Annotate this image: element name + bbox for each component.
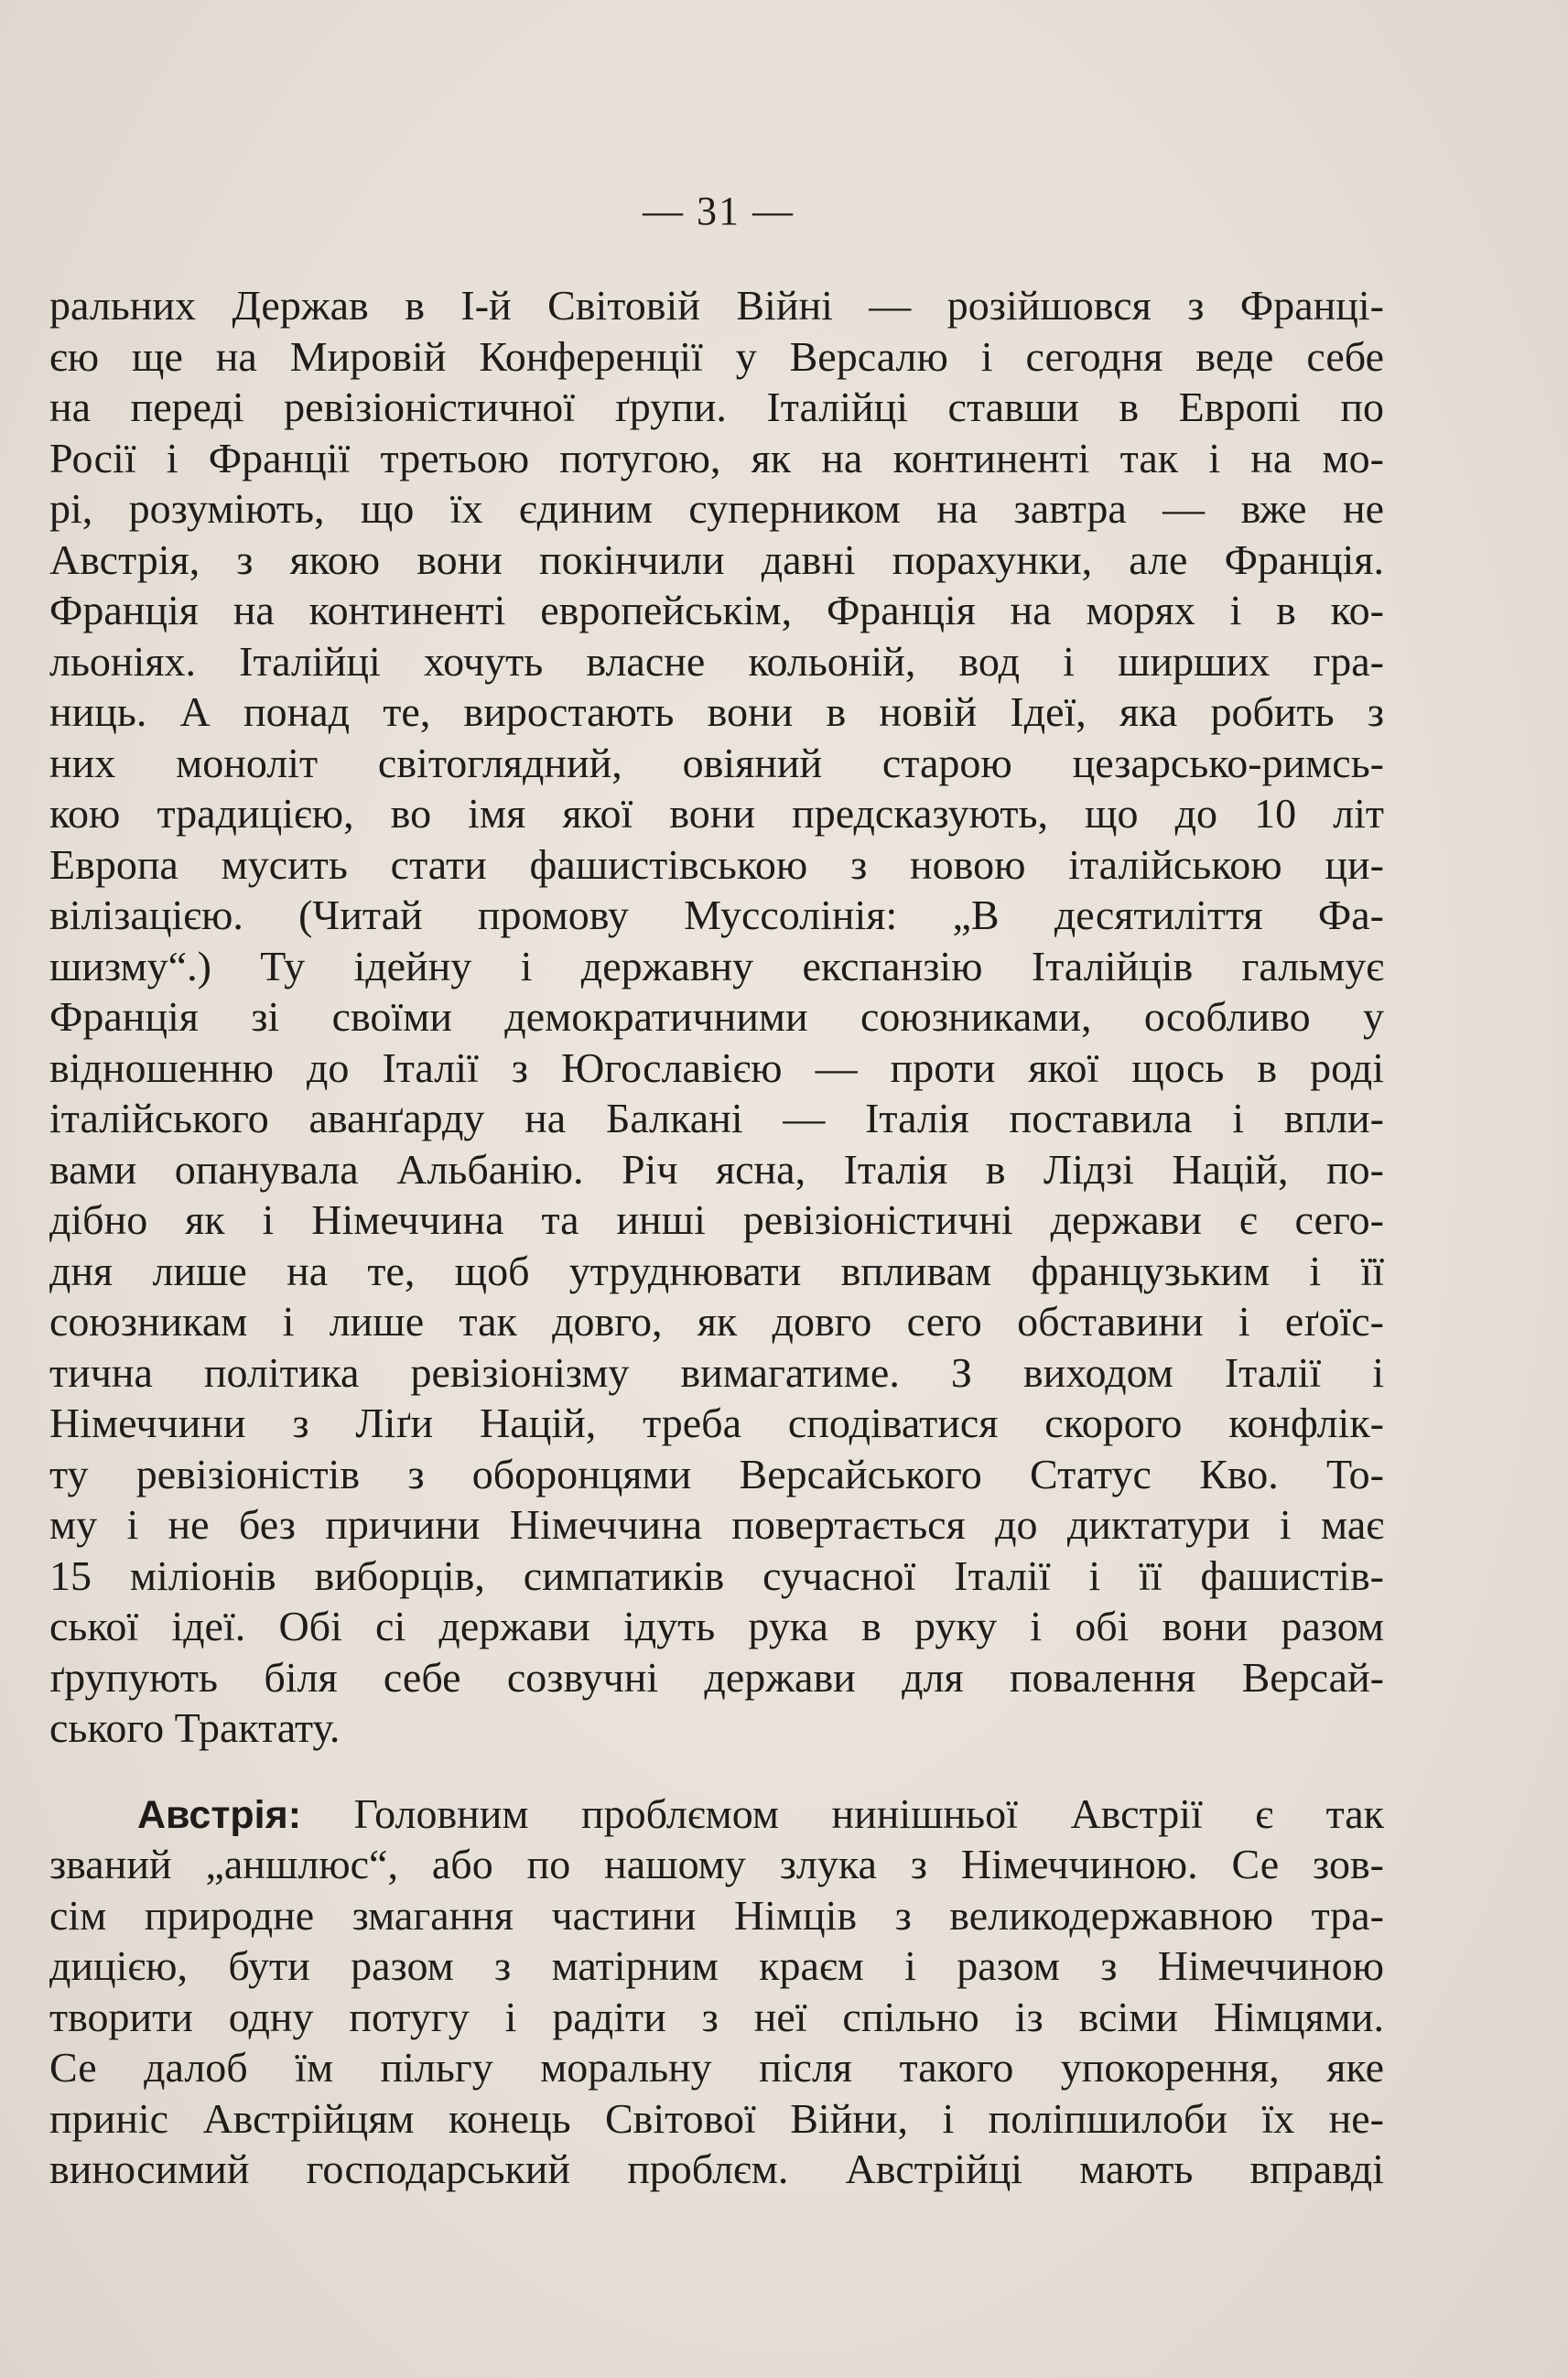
text-line: вами опанувала Альбанію. Річ ясна, Італія в Лідзі Націй, по- [49,1145,1384,1193]
text-line: ської ідеї. Обі сі держави ідуть рука в руку і обі вони разом [49,1603,1384,1649]
text-line: шизму“.) Ту ідейну і державну експанзію Італійців гальмує [49,942,1384,989]
text-line: сім природне змагання частини Німців з великодержавною тра- [49,1891,1384,1939]
text-line: них моноліт світоглядний, овіяний старою цезарсько-римсь- [49,739,1384,786]
text-line: союзникам і лише так довго, як довго сего обставини і еґоїс- [49,1298,1384,1345]
text-line: Франція на континенті европейськім, Франція на морях і в ко- [49,587,1384,633]
text-line: ниць. А понад те, виростають вони в новій Ідеї, яка робить з [49,688,1384,735]
text-line: Франція зі своїми демократичними союзниками, особливо у [49,993,1384,1040]
text-line: ґрупують біля себе созвучні держави для повалення Версай- [49,1653,1384,1701]
text-line: тична політика ревізіонізму вимагатиме. З виходом Італії і [49,1348,1384,1396]
text-line: кою традицією, во імя якої вони предсказують, що до 10 літ [49,790,1384,837]
text-line: італійського аванґарду на Балкані — Італія поставила і впли- [49,1095,1384,1141]
text-line: Австрія, з якою вони покінчили давні порахунки, але Франція. [49,535,1384,583]
text-line: дицією, бути разом з матірним краєм і разом з Німеччиною [49,1942,1384,1989]
text-line: творити одну потугу і радіти з неї спільно із всіми Німцями. [49,1993,1384,2040]
text-line: Европа мусить стати фашистівською з новою італійською ци- [49,840,1384,888]
paragraph-spacer [49,1754,1384,1789]
first-line-text: Головним проблємом нинішньої Австрії є так [301,1789,1384,1837]
text-line: 15 міліонів виборців, симпатиків сучасної Італії і її фашистів- [49,1551,1384,1599]
text-line: Росії і Франції третьою потугою, як на континенті так і на мо- [49,434,1384,481]
text-line: єю ще на Мировій Конференції у Версалю і сегодня веде себе [49,332,1384,380]
text-line: ральних Держав в І-й Світовій Війні — розійшовся з Франці- [49,282,1384,329]
text-line: на переді ревізіоністичної ґрупи. Італійці ставши в Европі по [49,384,1384,430]
paragraph-2 [49,1789,1384,2195]
text-line: виносимий господарський проблєм. Австрійці мають вправді [49,2146,1384,2192]
text-line [49,1789,1384,1840]
text-line: званий „аншлюс“, або по нашому злука з Німеччиною. Се зов- [49,1841,1384,1887]
paragraph-1 [49,280,1384,1754]
section-heading-austria: Австрія: [137,1792,302,1837]
text-line: Німеччини з Ліґи Націй, треба сподіватися скорого конфлік- [49,1400,1384,1446]
text-line: ського Трактату. [49,1704,341,1751]
text-line: ту ревізіоністів з оборонцями Версайського Статус Кво. То- [49,1450,1384,1497]
text-line: льоніях. Італійці хочуть власне кольоній, вод і ширших гра- [49,637,1384,685]
text-line: відношенню до Італії з Югославією — проти якої щось в роді [49,1043,1384,1091]
text-line: приніс Австрійцям конець Світової Війни, і поліпшилоби їх не- [49,2094,1384,2142]
text-line: му і не без причини Німеччина повертається до диктатури і має [49,1501,1384,1548]
body-text [49,280,1384,2195]
text-line: Се далоб їм пільгу моральну після такого упокорення, яке [49,2044,1384,2091]
text-line: дня лише на те, щоб утруднювати впливам французьким і її [49,1247,1384,1294]
text-line: вілізацією. (Читай промову Муссолінія: „В десятиліття Фа- [49,892,1384,938]
text-line: дібно як і Німеччина та инші ревізіоністичні держави є сего- [49,1196,1384,1243]
page-number: — 31 — [643,189,795,233]
text-line: рі, розуміють, що їх єдиним суперником на завтра — вже не [49,485,1384,532]
